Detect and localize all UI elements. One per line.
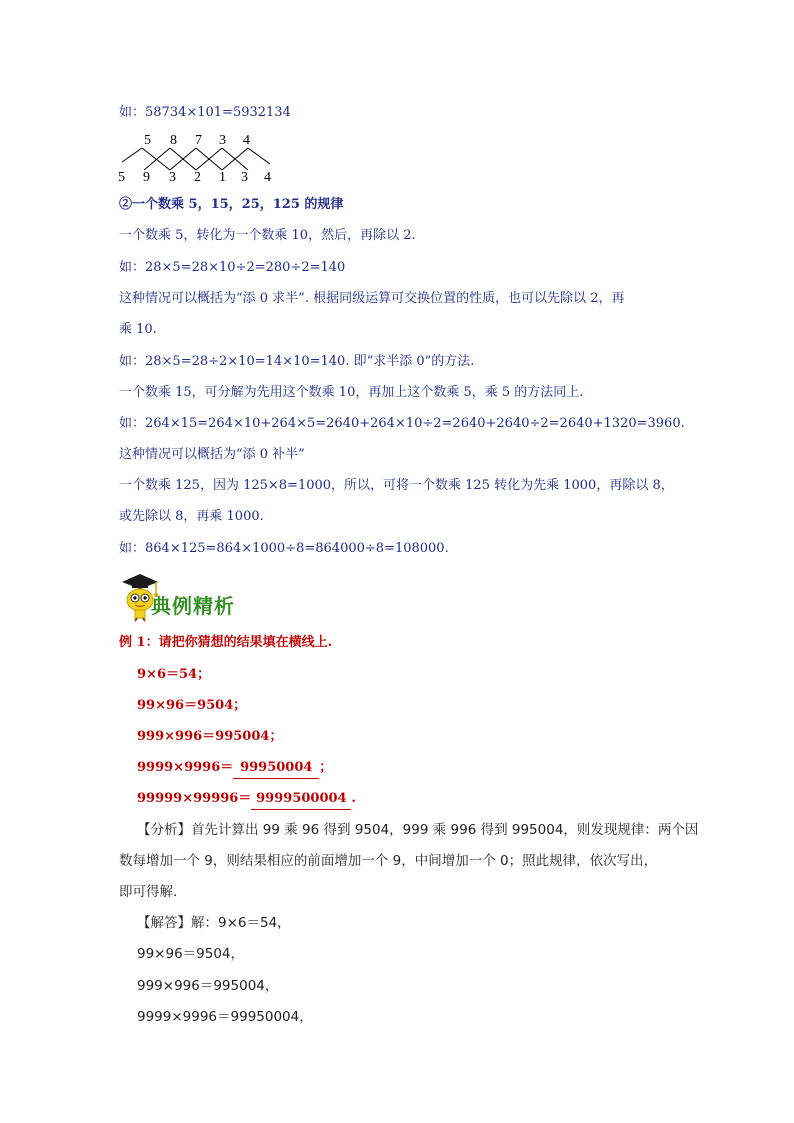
example1-blank-row [137, 758, 332, 779]
answer-row: 99×96＝9504， [137, 946, 245, 962]
diagram-bottom-digit: 4 [264, 170, 271, 184]
body-line: 如：28×5=28÷2×10=14×10=140. 即“求半添 0”的方法. [119, 354, 475, 369]
diagram-top-digit: 4 [243, 133, 250, 148]
body-line: 乘 10. [119, 322, 157, 337]
body-line: 一个数乘 125，因为 125×8=1000，所以，可将一个数乘 125 转化为先乘 1000，再除以 8， [119, 478, 674, 493]
cross-diagram [110, 130, 290, 184]
answer-text: 解：9×6＝54， [191, 915, 291, 931]
answer-tag: 【解答】 [137, 915, 191, 931]
analysis-line: 即可得解. [119, 884, 178, 900]
rule2-title: ②一个数乘 5，15，25，125 的规律 [119, 197, 344, 212]
answer-row: 9999×9996＝99950004， [137, 1009, 313, 1025]
body-line: 这种情况可以概括为“添 0 补半” [119, 447, 305, 462]
analysis-text: 首先计算出 99 乘 96 得到 9504，999 乘 996 得到 995004，则发现规律：两个因 [191, 822, 699, 838]
answer-blank: 99950004 [233, 758, 319, 779]
diagram-bottom-digit: 5 [118, 170, 125, 184]
diagram-top-digit: 3 [219, 133, 226, 148]
body-line: 或先除以 8，再乘 1000. [119, 509, 264, 524]
blank-row-suffix: ； [319, 760, 333, 775]
example1-row: 99×96＝9504； [137, 698, 247, 713]
example1-blank-row [137, 789, 356, 810]
body-line: 如：28×5=28×10÷2=280÷2=140 [119, 260, 346, 275]
answer-blank: 9999500004 [251, 789, 351, 810]
diagram-bottom-digit: 2 [194, 170, 201, 184]
answer-row: 999×996＝995004， [137, 978, 279, 994]
blank-row-prefix: 9999×9996＝ [137, 760, 234, 775]
analysis-line [137, 820, 698, 840]
body-line: 一个数乘 15，可分解为先用这个数乘 10，再加上这个数乘 5，乘 5 的方法同上. [119, 385, 584, 400]
blank-row-suffix: . [351, 791, 356, 806]
diagram-bottom-digit: 3 [169, 170, 176, 184]
analysis-line: 数每增加一个 9，则结果相应的前面增加一个 9，中间增加一个 0；照此规律，依次写出， [119, 853, 658, 869]
answer-line [137, 913, 291, 933]
diagram-bottom-digit: 9 [143, 170, 150, 184]
section-heading-text: 典例精析 [151, 594, 235, 618]
blank-row-prefix: 99999×99996＝ [137, 791, 252, 806]
diagram-top-digit: 7 [195, 133, 202, 148]
example1-row: 999×996＝995004； [137, 729, 283, 744]
example1-title: 例 1：请把你猜想的结果填在横线上. [119, 635, 333, 650]
analysis-tag: 【分析】 [137, 822, 191, 838]
body-line: 这种情况可以概括为“添 0 求半”. 根据同级运算可交换位置的性质，也可以先除以 2，再 [119, 291, 625, 306]
diagram-bottom-digit: 3 [241, 170, 248, 184]
body-line: 一个数乘 5，转化为一个数乘 10，然后，再除以 2. [119, 228, 416, 243]
body-line: 如：864×125=864×1000÷8=864000÷8=108000. [119, 541, 449, 556]
body-line: 如：264×15=264×10+264×5=2640+264×10÷2=2640+2640÷2=2640+1320=3960. [119, 416, 685, 431]
example1-row: 9×6＝54； [137, 667, 211, 682]
diagram-bottom-digit: 1 [219, 170, 226, 184]
section-heading [118, 572, 268, 622]
diagram-top-digit: 8 [170, 133, 177, 148]
diagram-top-digit: 5 [144, 133, 151, 148]
intro-example: 如：58734×101=5932134 [119, 105, 291, 120]
